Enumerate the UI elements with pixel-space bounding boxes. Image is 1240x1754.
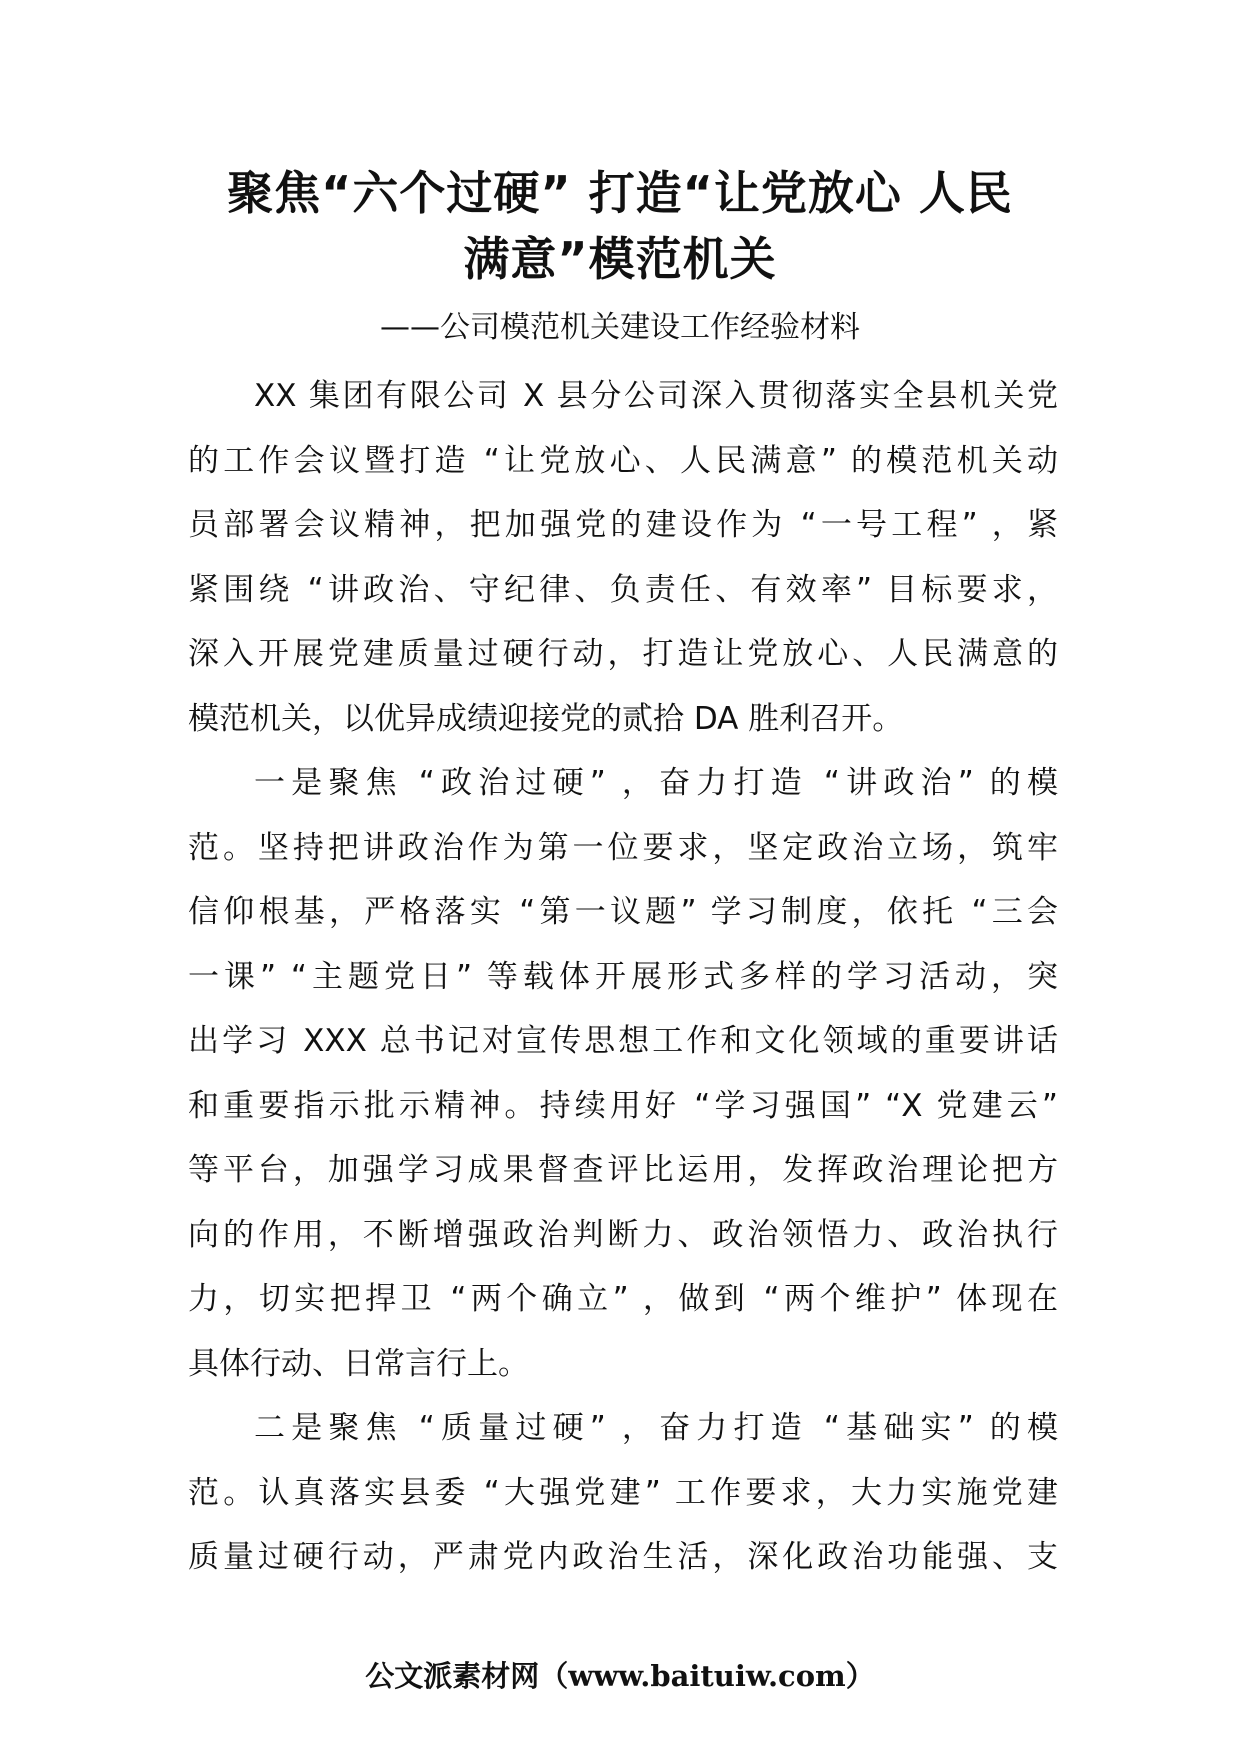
paragraph-line: 范。坚持把讲政治作为第一位要求，坚定政治立场，筑牢 [188, 829, 1058, 866]
paragraph-line: 二是聚焦 “质量过硬” ，奋力打造 “基础实” 的模 [254, 1410, 1058, 1446]
paragraph-political [188, 751, 1058, 1396]
paragraph-line: 出学习 XXX 总书记对宣传思想工作和文化领域的重要讲话 [188, 1023, 1058, 1059]
document-title [180, 160, 1060, 292]
document-subtitle: ——公司模范机关建设工作经验材料 [380, 310, 860, 345]
paragraph-line: 信仰根基，严格落实 “第一议题” 学习制度，依托 “三会 [188, 894, 1058, 930]
paragraph-line: 一课” “主题党日” 等载体开展形式多样的学习活动，突 [188, 958, 1058, 995]
footer-watermark: 公文派素材网（www.baituiw.com） [365, 1659, 875, 1693]
paragraph-line: 深入开展党建质量过硬行动，打造让党放心、人民满意的 [188, 636, 1058, 672]
paragraph-line: 模范机关，以优异成绩迎接党的贰拾 DA 胜利召开。 [188, 700, 904, 737]
paragraph-line: 质量过硬行动，严肃党内政治生活，深化政治功能强、支 [188, 1539, 1058, 1575]
paragraph-line: 一是聚焦 “政治过硬” ，奋力打造 “讲政治” 的模 [254, 765, 1058, 801]
paragraph-line: 员部署会议精神，把加强党的建设作为 “一号工程” ，紧 [188, 507, 1058, 543]
title-line-1: 聚焦“六个过硬” 打造“让党放心 人民 [227, 166, 1013, 220]
title-line-2: 满意”模范机关 [463, 232, 777, 286]
paragraph-line: 力，切实把捍卫 “两个确立” ，做到 “两个维护” 体现在 [188, 1281, 1058, 1317]
paragraph-line: 的工作会议暨打造 “让党放心、人民满意” 的模范机关动 [188, 442, 1058, 479]
paragraph-line: 等平台，加强学习成果督查评比运用，发挥政治理论把方 [188, 1152, 1058, 1188]
paragraph-line: 紧围绕 “讲政治、守纪律、负责任、有效率” 目标要求， [188, 571, 1058, 608]
paragraph-line: XX 集团有限公司 X 县分公司深入贯彻落实全县机关党 [254, 378, 1058, 414]
paragraph-intro [188, 364, 1058, 751]
paragraph-quality [188, 1396, 1058, 1590]
document-body [188, 364, 1058, 1590]
paragraph-line: 范。认真落实县委 “大强党建” 工作要求，大力实施党建 [188, 1474, 1058, 1511]
paragraph-line: 向的作用，不断增强政治判断力、政治领悟力、政治执行 [188, 1216, 1058, 1253]
paragraph-line: 具体行动、日常言行上。 [188, 1345, 529, 1382]
paragraph-line: 和重要指示批示精神。持续用好 “学习强国” “X 党建云” [188, 1087, 1058, 1124]
